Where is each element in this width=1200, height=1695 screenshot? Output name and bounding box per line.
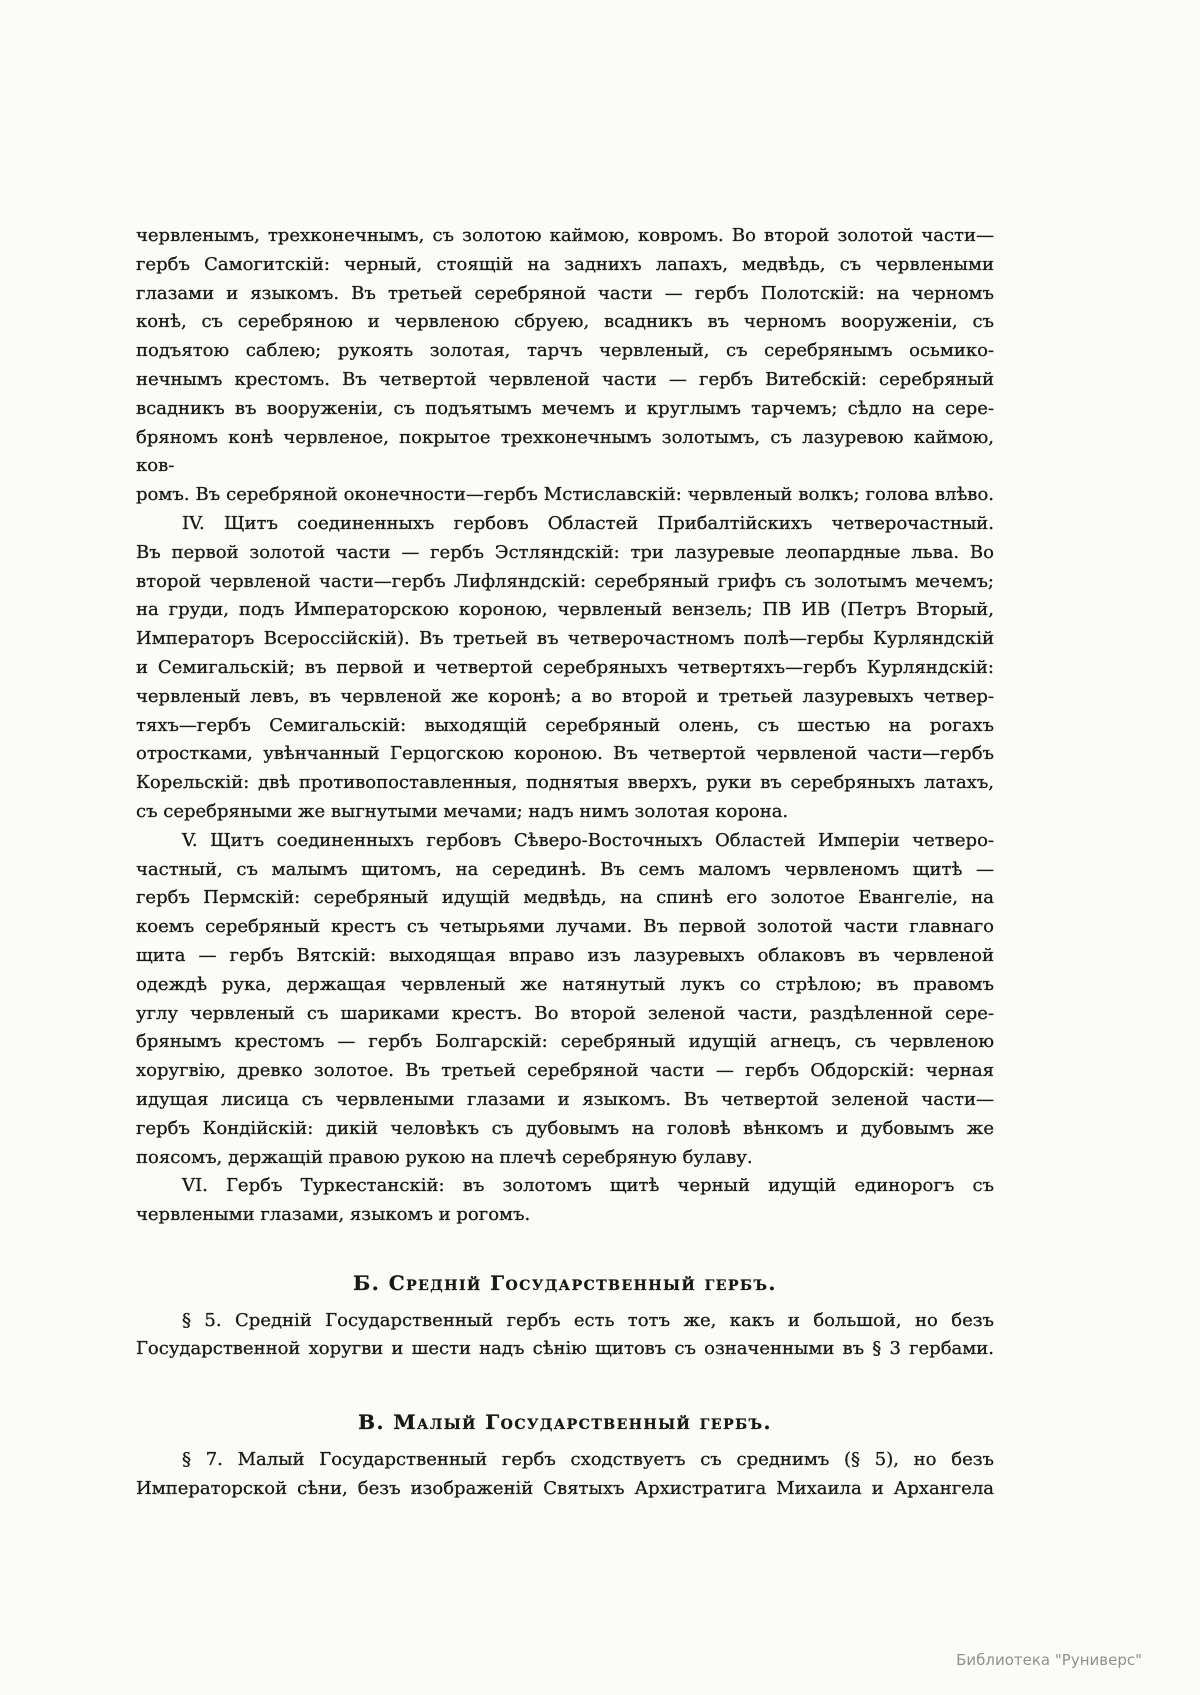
text-line: червлеными глазами, языкомъ и рогомъ. bbox=[136, 1204, 531, 1226]
text-line: Корельскій: двѣ противопоставленныя, поднятыя вверхъ, руки въ серебряныхъ латахъ, bbox=[136, 772, 994, 794]
text-line: VI. Гербъ Туркестанскій: въ золотомъ щитѣ черный идущій единорогъ съ bbox=[182, 1175, 994, 1197]
text-line: Императорской сѣни, безъ изображеній Святыхъ Архистратига Михаила и Архангела bbox=[136, 1477, 994, 1499]
text-line: всадникъ въ вооруженіи, съ подъятымъ мечемъ и круглымъ тарчемъ; сѣдло на сере- bbox=[136, 397, 994, 419]
text-line: одеждѣ рука, держащая червленый же натянутый лукъ со стрѣлою; въ правомъ bbox=[136, 973, 994, 995]
text-line: Государственной хоругви и шести надъ сѣнію щитовъ съ означенными въ § 3 гербами. bbox=[136, 1338, 994, 1360]
text-line: червленый левъ, въ червленой же коронѣ; а во второй и третьей лазуревыхъ четвер- bbox=[136, 685, 994, 707]
body-text bbox=[136, 222, 994, 1504]
paragraph-item-vi bbox=[136, 1172, 994, 1230]
text-line: Императоръ Всероссійскій). Въ третьей въ четверочастномъ полѣ—гербы Курляндскій bbox=[136, 628, 994, 650]
text-line: гербъ Кондійскій: дикій человѣкъ съ дубовымъ на головѣ вѣнкомъ и дубовымъ же bbox=[136, 1117, 994, 1139]
paragraph-item-iv bbox=[136, 510, 994, 827]
heading-middle-arms: Б. Средній Государственный гербъ. bbox=[353, 1270, 777, 1295]
text-line: отростками, увѣнчанный Герцогскою короною. Въ четвертой червленой части—гербъ bbox=[136, 743, 994, 765]
text-line: § 7. Малый Государственный гербъ сходствуетъ съ среднимъ (§ 5), но безъ bbox=[182, 1449, 994, 1471]
text-line: гербъ Пермскій: серебряный идущій медвѣдь, на спинѣ его золотое Евангеліе, на bbox=[136, 887, 994, 909]
runivers-watermark: Библиотека "Руниверс" bbox=[956, 1651, 1142, 1669]
text-line: щита — гербъ Вятскій: выходящая вправо изъ лазуревыхъ облаковъ въ червленой bbox=[136, 944, 994, 966]
paragraph-section-7 bbox=[136, 1446, 994, 1504]
heading-small-arms: В. Малый Государственный гербъ. bbox=[358, 1410, 772, 1435]
text-line: гербъ Самогитскій: черный, стоящій на заднихъ лапахъ, медвѣдь, съ червлеными bbox=[136, 253, 994, 275]
text-line: подъятою саблею; рукоять золотая, тарчъ червленый, съ серебрянымъ осьмико- bbox=[136, 340, 994, 362]
text-line: глазами и языкомъ. Въ третьей серебряной части — гербъ Полотскій: на черномъ bbox=[136, 282, 994, 304]
text-line: поясомъ, держащій правою рукою на плечѣ серебряную булаву. bbox=[136, 1146, 753, 1168]
text-line: тяхъ—гербъ Семигальскій: выходящій серебряный олень, съ шестью на рогахъ bbox=[136, 714, 994, 736]
text-line: V. Щитъ соединенныхъ гербовъ Сѣверо-Восточныхъ Областей Имперіи четверо- bbox=[182, 829, 994, 851]
text-line: хоругвію, древко золотое. Въ третьей серебряной части — гербъ Обдорскій: черная bbox=[136, 1060, 994, 1082]
paragraph-item-v bbox=[136, 827, 994, 1173]
text-line: конѣ, съ серебряною и червленою сбруею, всадникъ въ черномъ вооруженіи, съ bbox=[136, 311, 994, 333]
text-line: и Семигальскій; въ первой и четвертой серебряныхъ четвертяхъ—гербъ Курляндскій: bbox=[136, 656, 994, 678]
text-line: ромъ. Въ серебряной оконечности—гербъ Мстиславскій: червленый волкъ; голова влѣво. bbox=[136, 484, 994, 506]
text-line: идущая лисица съ червлеными глазами и языкомъ. Въ четвертой зеленой части— bbox=[136, 1088, 994, 1110]
text-line: Въ первой золотой части — гербъ Эстляндскій: три лазуревые леопардные льва. Во bbox=[136, 541, 994, 563]
text-line: коемъ серебряный крестъ съ четырьями лучами. Въ первой золотой части главнаго bbox=[136, 916, 994, 938]
text-line: углу червленый съ шариками крестъ. Во второй зеленой части, раздѣленной сере- bbox=[136, 1002, 994, 1024]
text-line: нечнымъ крестомъ. Въ четвертой червленой части — гербъ Витебскій: серебряный bbox=[136, 368, 994, 390]
paragraph-section-5 bbox=[136, 1307, 994, 1365]
text-line: съ серебряными же выгнутыми мечами; надъ нимъ золотая корона. bbox=[136, 800, 789, 822]
text-line: червленымъ, трехконечнымъ, съ золотою каймою, ковромъ. Во второй золотой части— bbox=[136, 225, 994, 246]
text-line: бряномъ конѣ червленое, покрытое трехконечнымъ золотымъ, съ лазуревою каймою, ков- bbox=[136, 426, 994, 477]
text-line: второй червленой части—гербъ Лифляндскій: серебряный грифъ съ золотымъ мечемъ; bbox=[136, 570, 994, 592]
paragraph-continuation bbox=[136, 222, 994, 510]
text-line: брянымъ крестомъ — гербъ Болгарскій: серебряный идущій агнецъ, съ червленою bbox=[136, 1031, 994, 1053]
text-line: на груди, подъ Императорскою короною, червленый вензель; ПВ ИВ (Петръ Вторый, bbox=[136, 599, 994, 621]
text-line: частный, съ малымъ щитомъ, на серединѣ. Въ семъ маломъ червленомъ щитѣ — bbox=[136, 858, 994, 880]
text-line: IV. Щитъ соединенныхъ гербовъ Областей Прибалтійскихъ четверочастный. bbox=[182, 512, 994, 534]
text-line: § 5. Средній Государственный гербъ есть тотъ же, какъ и большой, но безъ bbox=[182, 1309, 994, 1331]
